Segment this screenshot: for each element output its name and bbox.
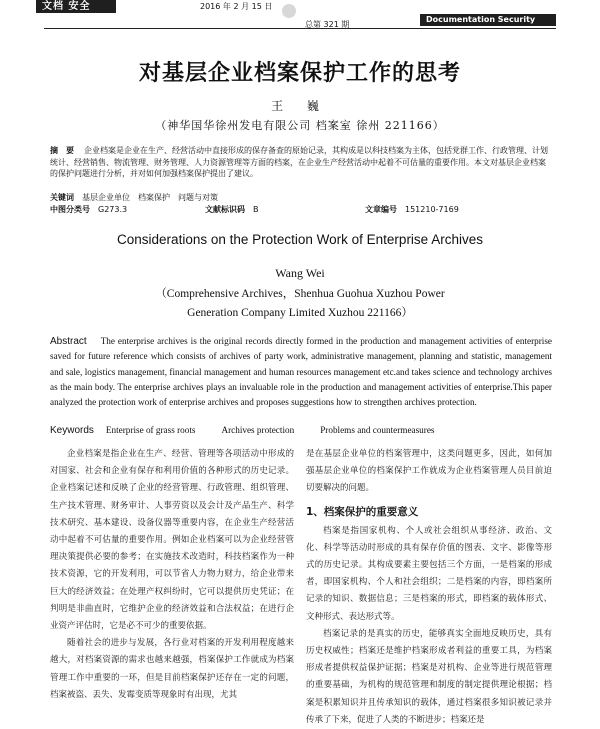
issue-date: 2016 年 2 月 15 日	[200, 2, 273, 11]
affiliation-cn: （神华国华徐州发电有限公司 档案室 徐州 221166）	[155, 119, 445, 132]
abstract-label-cn: 摘 要	[50, 146, 74, 155]
doc-code-label: 文献标识码	[205, 205, 245, 214]
journal-brand-left: 文档 安全	[36, 0, 116, 13]
body-paragraph: 企业档案是指企业在生产、经营、管理等各项活动中形成的对国家、社会和企业有保存和利用价值的各种形式的历史记录。企业档案记述和反映了企业的经营管理、行政管理、组织管理、生产技术管理、财务审计、人事劳资以及会计及产品生产、科学技术研究、基本建设、设备仪器等重要内容，在企业生产经营活动中起着不可估量的重要作用。例如企业档案可以为企业经营管理决策提供必要的参考；在实施技术改造时，科技档案作为一种技术资源，它的开发利用，可以节省人力物力财力，给企业带来巨大的经济效益；在处理产权纠纷时，它可以提供历史凭证；在判明是非曲直时，它维护企业的经济效益和合法权益；在进行企业资产评估时，它是必不可少的重要依据。	[50, 449, 294, 632]
affiliation-en-line1: （Comprehensive Archives，Shenhua Guohua Xuzhou Power	[155, 288, 445, 300]
body-column-left	[50, 446, 294, 704]
journal-brand-right: Documentation Security	[420, 14, 556, 26]
keyword-item: Enterprise of grass roots	[105, 425, 196, 435]
abstract-cn	[50, 145, 552, 180]
affiliation-en-line2: Generation Company Limited Xuzhou 221166）	[187, 307, 413, 319]
body-paragraph: 是在基层企业单位的档案管理中，这类问题更多，因此，如何加强基层企业单位的档案保护工作就成为企业档案管理人员目前迫切要解决的问题。	[306, 449, 552, 494]
doc-code-value: B	[253, 205, 259, 214]
abstract-text-cn: 企业档案是企业在生产、经营活动中直接形成的保存备查的原始记录，其构成是以科技档案为主体，包括党群工作、行政管理、计划统计、经营销售、物流管理、财务管理、人力资源管理等方面的档案，在企业生产经营活动中起着不可估量的重要作用。本文对基层企业档案的保护问题进行分析，并对如何加强档案保护提出了建议。	[50, 146, 548, 178]
header-rule	[44, 28, 556, 29]
keywords-label-en: Keywords	[50, 425, 94, 436]
body-paragraph: 随着社会的进步与发展，各行业对档案的开发利用程度越来越大，对档案资源的需求也越来越强，档案保护工作就成为档案管理工作中重要的一环，但是目前档案保护还存在一定的问题，档案被盗、丢失、发霉变质等现象时有出现，尤其	[50, 638, 294, 700]
author-cn: 王 巍	[271, 99, 329, 113]
abstract-text-en: The enterprise archives is the original records directly formed in the production and management activities of enterprise saved for future reference which consists of archives of party work, administrative management, planning and statistic, management and sale, logistics management, financial management and human resources management etc.and takes science and technology archives as the main body. The enterprise archives plays an invaluable role in the production and management activities of enterprise.This paper analyzed the protection work of enterprise archives and proposes suggestions how to strengthen archives protection.	[50, 336, 552, 408]
body-paragraph: 档案记录的是真实的历史，能够真实全面地反映历史，具有历史权威性；档案还是维护档案形成者利益的重要工具，为档案形成者提供权益保护证据；档案是对机构、企业等进行规范管理的重要基础，为机构的规范管理和制度的制定提供理论根据；档案是积累知识并且传承知识的载体，通过档案很多知识被记录并传承了下来，促进了人类的不断进步；档案还是	[306, 628, 552, 725]
keyword-item: Archives protection	[221, 425, 295, 435]
article-no-value: 151210-7169	[405, 205, 459, 214]
paper-title-en: Considerations on the Protection Work of Enterprise Archives	[117, 232, 483, 247]
author-en: Wang Wei	[275, 266, 325, 280]
body-paragraph: 档案是指国家机构、个人或社会组织从事经济、政治、文化、科学等活动时形成的具有保存价值的图表、文字、影像等形式的历史记录。其构成要素主要包括三个方面，一是档案的形成者，即国家机构、个人和社会组织；二是档案的内容，即档案所记录的知识、数据信息；三是档案的形式，即档案的载体形式、文种形式、表达形式等。	[306, 525, 552, 622]
keywords-label-cn: 关键词	[50, 193, 74, 202]
keywords-text-cn: 基层企业单位 档案保护 问题与对策	[82, 193, 218, 202]
issue-number: 总第 321 期	[305, 20, 350, 29]
class-value: G273.3	[98, 205, 128, 214]
decorative-circle-icon	[282, 4, 296, 18]
keywords-en	[50, 425, 552, 436]
abstract-label-en: Abstract	[50, 336, 87, 347]
paper-title-cn: 对基层企业档案保护工作的思考	[138, 61, 461, 86]
class-label: 中图分类号	[50, 205, 90, 214]
section-heading: 1、档案保护的重要意义	[306, 505, 419, 518]
body-column-right	[306, 446, 552, 729]
keyword-item: Problems and countermeasures	[320, 425, 435, 435]
abstract-en	[50, 334, 552, 410]
keywords-cn	[50, 192, 218, 204]
article-no-label: 文章编号	[365, 205, 397, 214]
